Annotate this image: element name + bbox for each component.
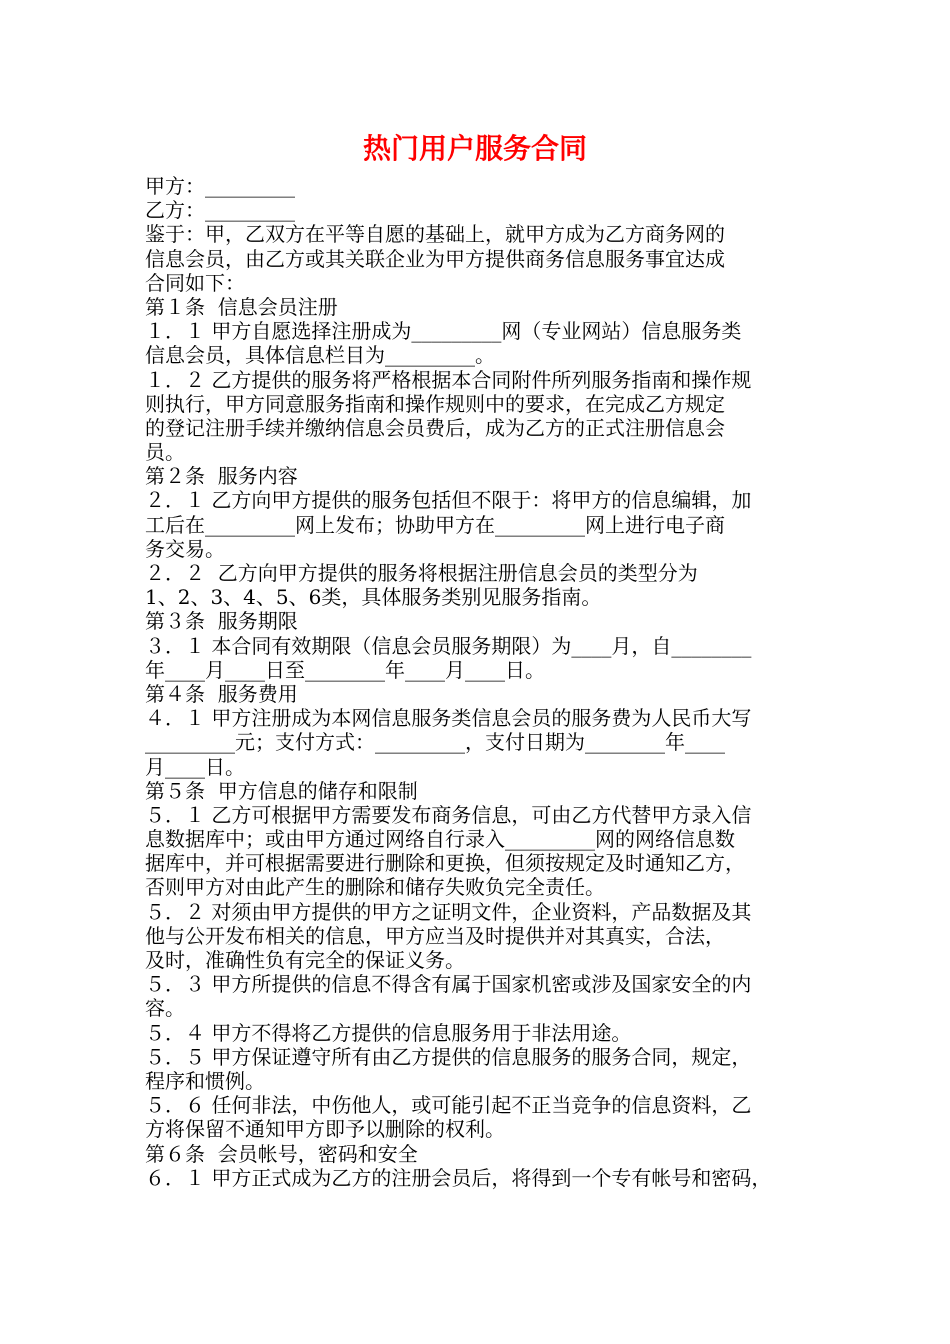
document-line: 他与公开发布相关的信息，甲方应当及时提供并对其真实，合法， [145,923,725,948]
document-line: 的登记注册手续并缴纳信息会员费后，成为乙方的正式注册信息会 [145,415,725,440]
document-line: 及时，准确性负有完全的保证义务。 [145,948,465,972]
document-line: _________元；支付方式：_________，支付日期为________年____ [145,730,725,755]
document-line: 甲方：_________ [145,174,295,198]
document-line: 程序和惯例。 [145,1068,265,1093]
document-body [145,174,815,1190]
document-line: 第５条 甲方信息的储存和限制 [145,778,418,803]
document-line: 合同如下： [145,270,245,295]
document-line: 第３条 服务期限 [145,609,298,634]
document-line: 则执行，甲方同意服务指南和操作规则中的要求，在完成乙方规定 [145,391,725,416]
document-line: 1、2、3、4、5、6类，具体服务类别见服务指南。 [145,585,602,610]
document-line: ４．１ 甲方注册成为本网信息服务类信息会员的服务费为人民币大写 [145,706,752,731]
document-line: 第６条 会员帐号，密码和安全 [145,1141,418,1166]
document-line: 第４条 服务费用 [145,681,298,706]
document-line: ５．４ 甲方不得将乙方提供的信息服务用于非法用途。 [145,1020,632,1045]
document-line: 容。 [145,996,185,1021]
document-line: 乙方：_________ [145,198,295,223]
document-line: 务交易。 [145,536,225,561]
document-line: 否则甲方对由此产生的删除和储存失败负完全责任。 [145,875,605,900]
document-line: １．１ 甲方自愿选择注册成为_________网（专业网站）信息服务类 [145,319,742,344]
document-line: 年____月____日至________年____月____日。 [145,657,545,682]
document-line: 第１条 信息会员注册 [145,294,338,319]
document-line: １．２ 乙方提供的服务将严格根据本合同附件所列服务指南和操作规 [145,367,752,392]
document-line: 工后在_________网上发布；协助甲方在_________网上进行电子商 [145,512,725,537]
document-line: 息数据库中；或由甲方通过网络自行录入_________网的网络信息数 [145,827,735,852]
document-line: ２．１ 乙方向甲方提供的服务包括但不限于：将甲方的信息编辑，加 [145,488,752,513]
document-line: 员。 [145,440,185,465]
document-line: ６．１ 甲方正式成为乙方的注册会员后，将得到一个专有帐号和密码， [145,1165,772,1190]
document-line: 第２条 服务内容 [145,464,298,489]
document-line: ５．３ 甲方所提供的信息不得含有属于国家机密或涉及国家安全的内 [145,972,752,997]
document-line: 信息会员，具体信息栏目为_________。 [145,343,495,368]
document-line: ２．２ 乙方向甲方提供的服务将根据注册信息会员的类型分为 [145,561,698,585]
document-line: ５．５ 甲方保证遵守所有由乙方提供的信息服务的服务合同，规定， [145,1044,752,1069]
document-line: 信息会员，由乙方或其关联企业为甲方提供商务信息服务事宜达成 [145,246,725,271]
document-line: 据库中，并可根据需要进行删除和更换，但须按规定及时通知乙方， [145,851,745,876]
document-title: 热门用户服务合同 [362,132,587,165]
document-line: 月____日。 [145,754,245,779]
document-line: ５．２ 对须由甲方提供的甲方之证明文件，企业资料，产品数据及其 [145,899,752,924]
document-line: ５．６ 任何非法，中伤他人，或可能引起不正当竞争的信息资料，乙 [145,1093,752,1118]
document-line: 鉴于：甲，乙双方在平等自愿的基础上，就甲方成为乙方商务网的 [145,222,725,247]
document-line: ３．１ 本合同有效期限（信息会员服务期限）为____月，自________ [145,633,752,658]
document-line: 方将保留不通知甲方即予以删除的权利。 [145,1117,505,1142]
document-line: ５．１ 乙方可根据甲方需要发布商务信息，可由乙方代替甲方录入信 [145,802,752,827]
